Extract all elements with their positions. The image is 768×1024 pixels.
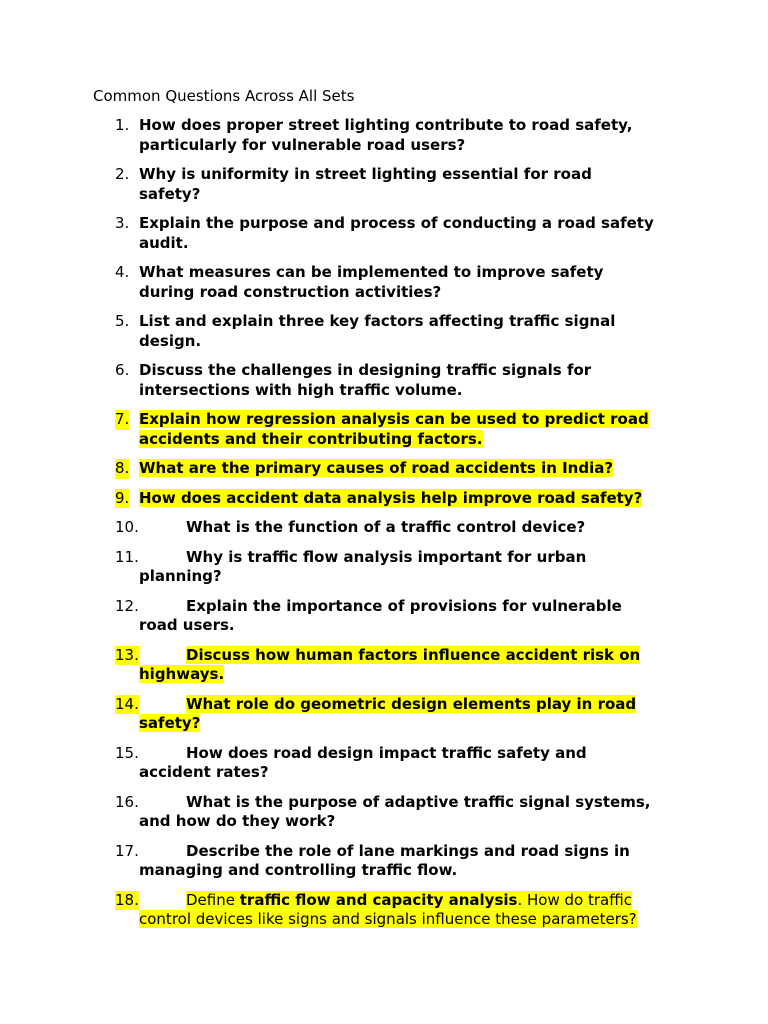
question-item: [0, 842, 768, 881]
question-line: [139, 548, 679, 568]
question-line: [139, 381, 679, 401]
question-number: 7.: [115, 410, 130, 428]
question-line: [139, 312, 679, 332]
question-line: [139, 695, 679, 715]
question-text: [139, 842, 679, 881]
question-line: [139, 597, 679, 617]
question-text: [139, 518, 679, 538]
question-number: 8.: [115, 459, 130, 477]
question-line: [139, 136, 679, 156]
question-item: [0, 489, 768, 509]
question-line-text: Explain the importance of provisions for vulnerable: [186, 596, 622, 615]
question-line: [139, 430, 679, 450]
question-line-text: during road construction activities?: [139, 282, 442, 301]
question-line-text: What is the purpose of adaptive traffic signal systems,: [186, 792, 651, 811]
question-text: [139, 744, 679, 783]
question-line-text: Describe the role of lane markings and road signs in: [186, 841, 630, 860]
question-item: [0, 165, 768, 204]
question-item: [0, 361, 768, 400]
question-line-text: Explain how regression analysis can be used to predict road: [139, 410, 649, 428]
question-line: [139, 891, 679, 911]
question-number: 13.: [115, 645, 139, 664]
question-line-text: What is the function of a traffic control device?: [186, 518, 586, 536]
question-line: [139, 842, 679, 862]
question-text: [139, 695, 679, 734]
question-number: 10.: [115, 518, 139, 536]
question-line: [139, 763, 679, 783]
question-item: [0, 597, 768, 636]
question-list: [0, 116, 768, 940]
question-text: [139, 548, 679, 587]
question-item: [0, 263, 768, 302]
question-line: [139, 793, 679, 813]
question-line: [139, 714, 679, 734]
question-line-text: highways.: [139, 665, 225, 683]
question-number: 15.: [115, 743, 139, 762]
question-item: [0, 548, 768, 587]
question-item: [0, 646, 768, 685]
question-line: [139, 410, 679, 430]
question-number: 3.: [115, 214, 130, 232]
question-line-text: Explain the purpose and process of conducting a road safety: [139, 214, 654, 232]
question-line-text: road users.: [139, 616, 235, 634]
question-line-text: Why is traffic flow analysis important for urban: [186, 547, 587, 566]
question-text: [139, 459, 679, 479]
question-number: 12.: [115, 596, 139, 615]
question-number: 1.: [115, 116, 130, 134]
question-number: 16.: [115, 792, 139, 811]
question-line: [139, 214, 679, 234]
question-line-text: Why is uniformity in street lighting essential for road: [139, 165, 592, 183]
question-line: [139, 165, 679, 185]
question-item: [0, 695, 768, 734]
question-number: 18.: [115, 890, 139, 909]
question-line: [139, 263, 679, 283]
question-text: [139, 489, 679, 509]
question-line-text: particularly for vulnerable road users?: [139, 135, 466, 154]
question-line-text: safety?: [139, 714, 201, 732]
question-line: [139, 332, 679, 352]
question-line-text: How does accident data analysis help improve road safety?: [139, 488, 643, 507]
question-text: [139, 410, 679, 449]
question-line: [139, 665, 679, 685]
question-number: 5.: [115, 312, 130, 330]
question-number: 2.: [115, 165, 130, 183]
question-text: [139, 646, 679, 685]
question-text: [139, 263, 679, 302]
question-number: 9.: [115, 488, 130, 507]
question-number: 17.: [115, 841, 139, 860]
question-text: [139, 165, 679, 204]
question-line: [139, 812, 679, 832]
question-line-text: How does road design impact traffic safety and: [186, 743, 587, 762]
question-number: 11.: [115, 547, 139, 566]
question-item: [0, 116, 768, 155]
question-line-text: planning?: [139, 567, 222, 585]
question-line-text: accident rates?: [139, 763, 269, 781]
question-line: [139, 910, 679, 930]
question-line-text: control devices like signs and signals influence these parameters?: [139, 910, 637, 928]
question-line-text: design.: [139, 331, 202, 350]
question-line-text: What are the primary causes of road accidents in India?: [139, 459, 614, 477]
question-line: [139, 185, 679, 205]
question-text: [139, 214, 679, 253]
question-line: [139, 616, 679, 636]
question-line-text: List and explain three key factors affecting traffic signal: [139, 312, 616, 330]
define-word: Define: [186, 890, 235, 909]
question-item: [0, 518, 768, 538]
question-line-text: accidents and their contributing factors.: [139, 429, 483, 448]
question-line-text: safety?: [139, 184, 201, 203]
question-line: [139, 459, 679, 479]
question-line: [139, 234, 679, 254]
question-text: [139, 116, 679, 155]
question-line: [139, 489, 679, 509]
question-line: [139, 861, 679, 881]
question-line-text: How does proper street lighting contribute to road safety,: [139, 116, 633, 134]
question-item: [0, 459, 768, 479]
question-line-text: managing and controlling traffic flow.: [139, 861, 458, 879]
question-text: [139, 597, 679, 636]
question-line-text: What measures can be implemented to improve safety: [139, 263, 604, 281]
question-item: [0, 312, 768, 351]
question-line-text: Discuss the challenges in designing traffic signals for: [139, 361, 592, 379]
question-number: 4.: [115, 263, 130, 281]
question-line: [139, 283, 679, 303]
bold-term: traffic flow and capacity analysis: [239, 890, 518, 909]
question-line: [139, 744, 679, 764]
question-line-text: and how do they work?: [139, 812, 336, 830]
question-line-text: . How do traffic: [517, 890, 632, 909]
question-text: [139, 793, 679, 832]
question-item: [0, 891, 768, 930]
question-line: [139, 567, 679, 587]
question-line-text: Discuss how human factors influence accident risk on: [186, 645, 641, 664]
question-text: [139, 361, 679, 400]
question-text: [139, 891, 679, 930]
question-line: [139, 361, 679, 381]
question-line-text: audit.: [139, 233, 189, 252]
question-item: [0, 214, 768, 253]
question-item: [0, 793, 768, 832]
question-line: [139, 116, 679, 136]
question-number: 14.: [115, 694, 139, 713]
question-number: 6.: [115, 361, 130, 379]
question-text: [139, 312, 679, 351]
question-line: [139, 646, 679, 666]
question-line-text: intersections with high traffic volume.: [139, 380, 463, 399]
question-item: [0, 410, 768, 449]
question-line: [139, 518, 679, 538]
question-item: [0, 744, 768, 783]
document-title: Common Questions Across All Sets: [93, 87, 355, 105]
question-line-text: What role do geometric design elements play in road: [186, 694, 637, 713]
